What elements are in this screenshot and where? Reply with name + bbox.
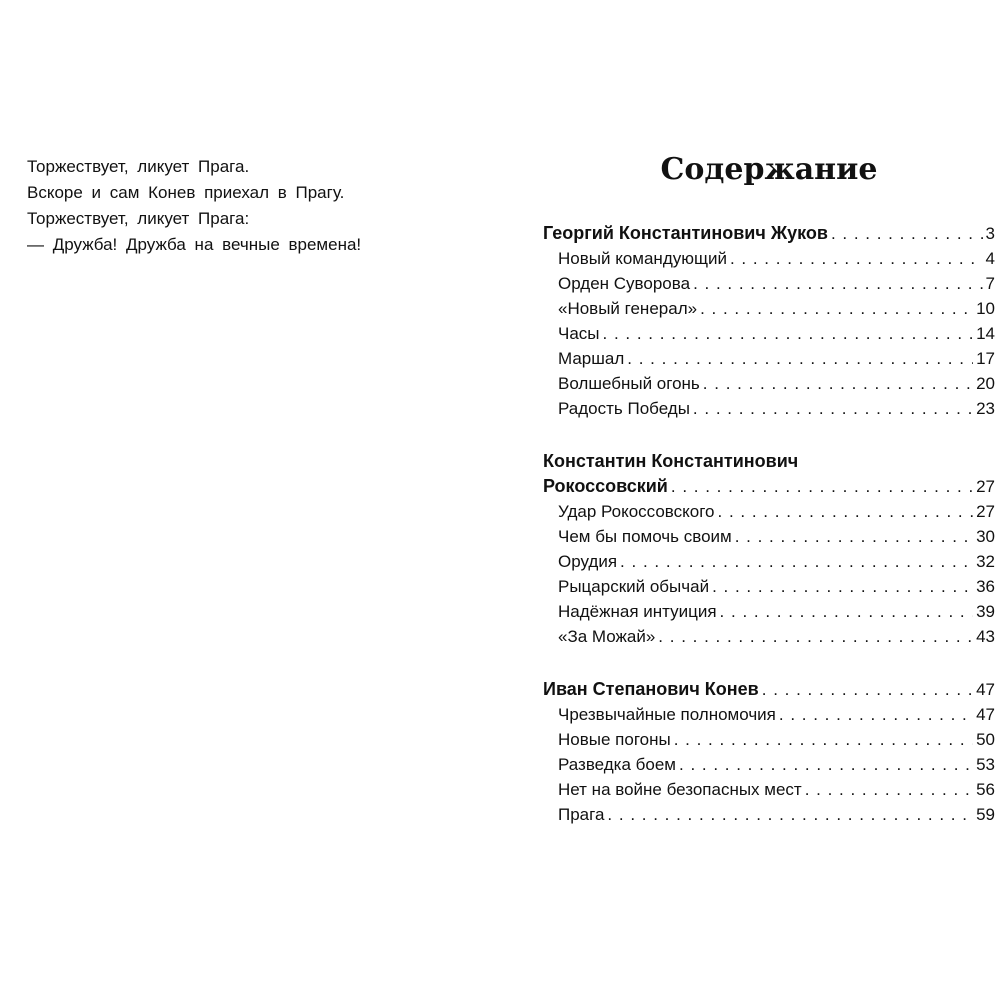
toc-page-number: 43 [976, 627, 995, 646]
toc-entry[interactable] [543, 271, 995, 296]
toc-entry-label: Новые погоны [558, 730, 671, 749]
toc-page-number: 23 [976, 399, 995, 418]
toc-entry[interactable] [543, 296, 995, 321]
toc-entry[interactable] [543, 752, 995, 777]
dot-leader [627, 346, 973, 371]
dot-leader [703, 371, 973, 396]
toc-entry-label: Рыцарский обычай [558, 577, 710, 596]
text-line: Торжествует, ликует Прага: [27, 209, 250, 228]
toc-entry-label: Георгий Константинович Жуков [543, 223, 828, 243]
toc-page-number: 36 [976, 577, 995, 596]
toc-page-number: 59 [976, 805, 995, 824]
toc-entry[interactable] [543, 624, 995, 649]
dot-leader [693, 271, 982, 296]
dot-leader [720, 599, 974, 624]
toc-entry[interactable] [543, 802, 995, 827]
toc-page-number: 10 [976, 299, 995, 318]
dot-leader [805, 777, 973, 802]
dot-leader [831, 221, 983, 246]
toc-entry-label: Часы [558, 324, 600, 343]
toc-entry-label: Удар Рокоссовского [558, 502, 715, 521]
toc-entry-label: Новый командующий [558, 249, 727, 268]
toc-entry-label: Прага [558, 805, 605, 824]
dot-leader [603, 321, 974, 346]
toc-entry[interactable] [543, 346, 995, 371]
toc-section-heading[interactable] [543, 677, 995, 702]
toc-entry[interactable] [543, 246, 995, 271]
toc-section [543, 677, 995, 827]
dot-leader [658, 624, 973, 649]
toc-page-number: 47 [976, 680, 995, 699]
toc-entry-label: Нет на войне безопасных мест [558, 780, 802, 799]
toc-page-number: 50 [976, 730, 995, 749]
toc-page-number: 3 [985, 224, 995, 243]
dot-leader [620, 549, 973, 574]
dot-leader [679, 752, 973, 777]
toc-entry[interactable] [543, 371, 995, 396]
text-line: — Дружба! Дружба на вечные времена! [27, 235, 362, 254]
toc-entry-label: Разведка боем [558, 755, 676, 774]
toc-entry[interactable] [543, 727, 995, 752]
toc-page-number: 20 [976, 374, 995, 393]
dot-leader [779, 702, 973, 727]
toc-page-number: 53 [976, 755, 995, 774]
toc-entry-label: «Новый генерал» [558, 299, 698, 318]
dot-leader [730, 246, 983, 271]
toc-entry-label: Чрезвычайные полномочия [558, 705, 776, 724]
toc-entry-label: Орудия [558, 552, 618, 571]
toc-section [543, 221, 995, 421]
left-page-text [27, 154, 361, 258]
toc-entry-label: Волшебный огонь [558, 374, 700, 393]
dot-leader [718, 499, 974, 524]
toc-page-number: 4 [985, 249, 995, 268]
toc-entry-label: Орден Суворова [558, 274, 691, 293]
toc-entry-label: Радость Победы [558, 399, 690, 418]
toc-entry[interactable] [543, 524, 995, 549]
toc-page-number: 27 [976, 502, 995, 521]
toc-section-heading[interactable] [543, 221, 995, 246]
toc-page-number: 56 [976, 780, 995, 799]
dot-leader [671, 474, 973, 499]
toc-page-number: 14 [976, 324, 995, 343]
toc-section [543, 448, 995, 649]
dot-leader [735, 524, 973, 549]
dot-leader [607, 802, 973, 827]
toc-entry[interactable] [543, 396, 995, 421]
toc-entry-label: Рокоссовский [543, 476, 668, 496]
toc-section-title-line: Константин Константинович [543, 451, 799, 471]
toc-page-number: 7 [985, 274, 995, 293]
toc-entry-label: «За Можай» [558, 627, 656, 646]
toc-page-number: 27 [976, 477, 995, 496]
toc-entry[interactable] [543, 321, 995, 346]
text-line: Торжествует, ликует Прага. [27, 157, 250, 176]
dot-leader [674, 727, 973, 752]
text-line: Вскоре и сам Конев приехал в Прагу. [27, 183, 345, 202]
dot-leader [762, 677, 973, 702]
toc-section-heading[interactable] [543, 474, 995, 499]
dot-leader [693, 396, 973, 421]
toc-entry-label: Чем бы помочь своим [558, 527, 732, 546]
toc-entry-label: Маршал [558, 349, 625, 368]
toc-entry[interactable] [543, 549, 995, 574]
toc-entry[interactable] [543, 777, 995, 802]
toc-entry[interactable] [543, 599, 995, 624]
dot-leader [712, 574, 973, 599]
toc-page-number: 39 [976, 602, 995, 621]
toc-title: Содержание [660, 152, 878, 187]
dot-leader [700, 296, 973, 321]
toc-entry[interactable] [543, 574, 995, 599]
toc-page-number: 47 [976, 705, 995, 724]
toc-entry[interactable] [543, 702, 995, 727]
toc-entry[interactable] [543, 499, 995, 524]
toc-page-number: 17 [976, 349, 995, 368]
toc-entry-label: Иван Степанович Конев [543, 679, 759, 699]
toc-entry-label: Надёжная интуиция [558, 602, 717, 621]
toc-page-number: 30 [976, 527, 995, 546]
toc-page-number: 32 [976, 552, 995, 571]
